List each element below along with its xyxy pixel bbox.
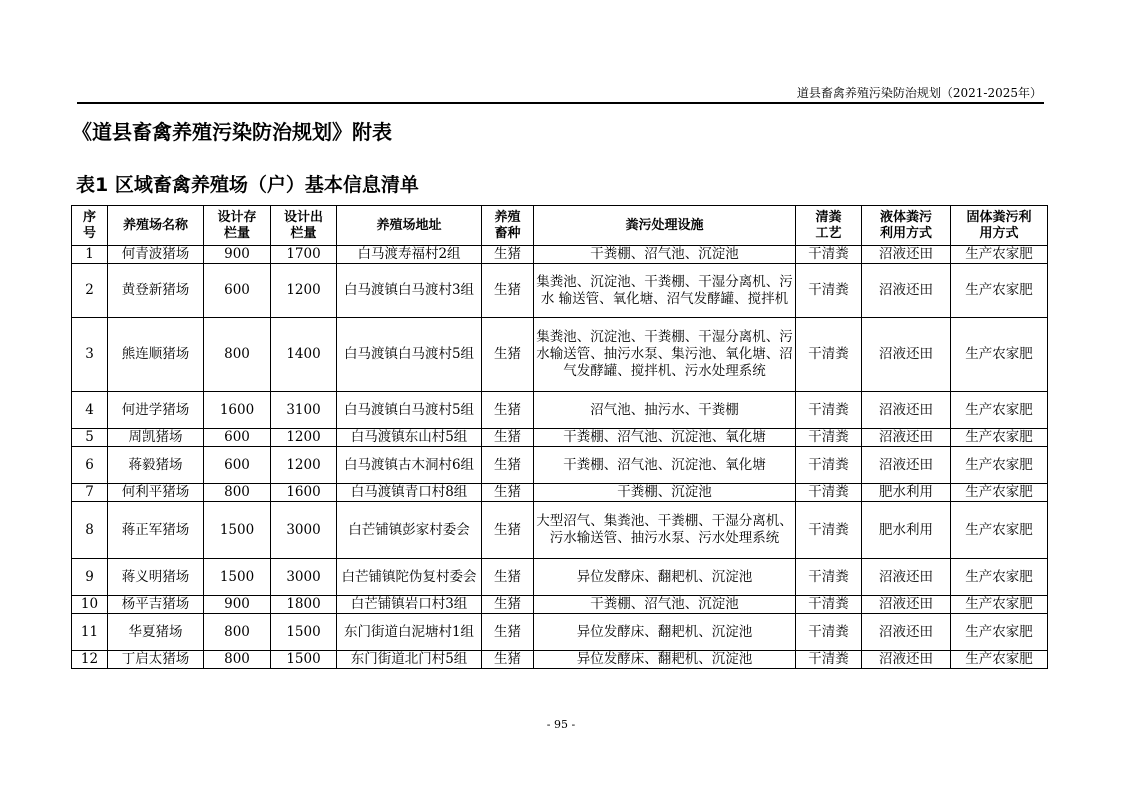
cell-facilities: 干粪棚、沉淀池	[534, 484, 796, 502]
cell-liquid: 沼液还田	[862, 596, 951, 614]
cell-stock: 1500	[204, 502, 271, 559]
farm-info-table	[71, 205, 1048, 669]
cell-stock: 800	[204, 318, 271, 392]
cell-facilities: 干粪棚、沼气池、沉淀池、氧化塘	[534, 429, 796, 447]
cell-stock: 800	[204, 651, 271, 669]
cell-cleaning: 干清粪	[796, 264, 862, 318]
cell-facilities: 异位发酵床、翻耙机、沉淀池	[534, 614, 796, 651]
table-row	[72, 614, 1048, 651]
table-row	[72, 596, 1048, 614]
cell-solid: 生产农家肥	[951, 447, 1048, 484]
cell-name: 何青波猪场	[108, 246, 204, 264]
cell-liquid: 肥水利用	[862, 484, 951, 502]
cell-stock: 1500	[204, 559, 271, 596]
cell-output: 1200	[271, 429, 337, 447]
cell-name: 何进学猪场	[108, 392, 204, 429]
cell-cleaning: 干清粪	[796, 596, 862, 614]
cell-no: 12	[72, 651, 108, 669]
cell-cleaning: 干清粪	[796, 559, 862, 596]
cell-species: 生猪	[482, 614, 534, 651]
cell-stock: 800	[204, 614, 271, 651]
cell-stock: 600	[204, 447, 271, 484]
cell-liquid: 沼液还田	[862, 614, 951, 651]
table-row	[72, 246, 1048, 264]
cell-cleaning: 干清粪	[796, 447, 862, 484]
cell-output: 1500	[271, 651, 337, 669]
cell-address: 白马渡镇青口村8组	[337, 484, 482, 502]
cell-name: 杨平吉猪场	[108, 596, 204, 614]
running-header: 道县畜禽养殖污染防治规划（2021-2025年）	[796, 86, 1042, 100]
header-row	[72, 206, 1048, 246]
table-row	[72, 264, 1048, 318]
cell-facilities: 集粪池、沉淀池、干粪棚、干湿分离机、污水 输送管、氧化塘、沼气发酵罐、搅拌机	[534, 264, 796, 318]
cell-no: 4	[72, 392, 108, 429]
cell-cleaning: 干清粪	[796, 392, 862, 429]
cell-cleaning: 干清粪	[796, 318, 862, 392]
cell-solid: 生产农家肥	[951, 502, 1048, 559]
cell-no: 7	[72, 484, 108, 502]
cell-name: 蒋正军猪场	[108, 502, 204, 559]
cell-species: 生猪	[482, 502, 534, 559]
cell-species: 生猪	[482, 392, 534, 429]
cell-name: 蒋毅猪场	[108, 447, 204, 484]
cell-address: 白马渡镇白马渡村5组	[337, 318, 482, 392]
cell-name: 黄登新猪场	[108, 264, 204, 318]
cell-cleaning: 干清粪	[796, 614, 862, 651]
cell-solid: 生产农家肥	[951, 264, 1048, 318]
cell-address: 东门街道白泥塘村1组	[337, 614, 482, 651]
table-row	[72, 429, 1048, 447]
cell-address: 白马渡镇白马渡村3组	[337, 264, 482, 318]
col-header-solid: 固体粪污利用方式	[951, 206, 1048, 246]
cell-liquid: 沼液还田	[862, 429, 951, 447]
cell-no: 6	[72, 447, 108, 484]
cell-cleaning: 干清粪	[796, 429, 862, 447]
cell-liquid: 沼液还田	[862, 559, 951, 596]
col-header-no: 序号	[72, 206, 108, 246]
cell-solid: 生产农家肥	[951, 484, 1048, 502]
cell-no: 3	[72, 318, 108, 392]
cell-name: 周凯猪场	[108, 429, 204, 447]
col-header-output: 设计出栏量	[271, 206, 337, 246]
cell-address: 白马渡镇古木洞村6组	[337, 447, 482, 484]
cell-liquid: 沼液还田	[862, 318, 951, 392]
col-header-stock: 设计存栏量	[204, 206, 271, 246]
cell-no: 11	[72, 614, 108, 651]
col-header-address: 养殖场地址	[337, 206, 482, 246]
cell-liquid: 沼液还田	[862, 264, 951, 318]
cell-output: 1500	[271, 614, 337, 651]
cell-species: 生猪	[482, 596, 534, 614]
cell-address: 白芒铺镇彭家村委会	[337, 502, 482, 559]
cell-no: 2	[72, 264, 108, 318]
cell-species: 生猪	[482, 651, 534, 669]
cell-solid: 生产农家肥	[951, 559, 1048, 596]
col-header-facilities: 粪污处理设施	[534, 206, 796, 246]
cell-solid: 生产农家肥	[951, 614, 1048, 651]
cell-facilities: 干粪棚、沼气池、沉淀池	[534, 246, 796, 264]
cell-no: 10	[72, 596, 108, 614]
cell-stock: 600	[204, 429, 271, 447]
cell-cleaning: 干清粪	[796, 651, 862, 669]
cell-solid: 生产农家肥	[951, 429, 1048, 447]
table-row	[72, 502, 1048, 559]
col-header-cleaning: 清粪工艺	[796, 206, 862, 246]
cell-cleaning: 干清粪	[796, 502, 862, 559]
cell-address: 白芒铺镇陀伪复村委会	[337, 559, 482, 596]
col-header-name: 养殖场名称	[108, 206, 204, 246]
col-header-species: 养殖畜种	[482, 206, 534, 246]
cell-output: 3000	[271, 559, 337, 596]
table-row	[72, 651, 1048, 669]
cell-liquid: 沼液还田	[862, 246, 951, 264]
table-row	[72, 559, 1048, 596]
table-row	[72, 447, 1048, 484]
cell-species: 生猪	[482, 447, 534, 484]
cell-solid: 生产农家肥	[951, 318, 1048, 392]
cell-address: 白芒铺镇岩口村3组	[337, 596, 482, 614]
table-row	[72, 318, 1048, 392]
doc-title: 《道县畜禽养殖污染防治规划》附表	[72, 120, 392, 144]
table-row	[72, 484, 1048, 502]
cell-stock: 800	[204, 484, 271, 502]
cell-facilities: 异位发酵床、翻耙机、沉淀池	[534, 559, 796, 596]
cell-facilities: 集粪池、沉淀池、干粪棚、干湿分离机、污水输送管、抽污水泵、集污池、氧化塘、沼气发酵罐、搅拌机、污水处理系统	[534, 318, 796, 392]
cell-output: 1200	[271, 264, 337, 318]
cell-species: 生猪	[482, 246, 534, 264]
cell-species: 生猪	[482, 484, 534, 502]
cell-output: 3000	[271, 502, 337, 559]
cell-facilities: 沼气池、抽污水、干粪棚	[534, 392, 796, 429]
table-row	[72, 392, 1048, 429]
cell-output: 1400	[271, 318, 337, 392]
cell-cleaning: 干清粪	[796, 246, 862, 264]
cell-name: 熊连顺猪场	[108, 318, 204, 392]
cell-no: 9	[72, 559, 108, 596]
cell-species: 生猪	[482, 318, 534, 392]
cell-output: 3100	[271, 392, 337, 429]
cell-liquid: 沼液还田	[862, 447, 951, 484]
header-rule	[77, 102, 1044, 104]
cell-species: 生猪	[482, 559, 534, 596]
cell-cleaning: 干清粪	[796, 484, 862, 502]
page-number: - 95 -	[546, 718, 576, 731]
cell-facilities: 干粪棚、沼气池、沉淀池	[534, 596, 796, 614]
cell-facilities: 异位发酵床、翻耙机、沉淀池	[534, 651, 796, 669]
cell-species: 生猪	[482, 264, 534, 318]
cell-output: 1600	[271, 484, 337, 502]
cell-name: 华夏猪场	[108, 614, 204, 651]
cell-stock: 600	[204, 264, 271, 318]
cell-solid: 生产农家肥	[951, 651, 1048, 669]
cell-name: 蒋义明猪场	[108, 559, 204, 596]
cell-address: 白马渡寿福村2组	[337, 246, 482, 264]
cell-facilities: 干粪棚、沼气池、沉淀池、氧化塘	[534, 447, 796, 484]
cell-address: 白马渡镇东山村5组	[337, 429, 482, 447]
col-header-liquid: 液体粪污利用方式	[862, 206, 951, 246]
cell-solid: 生产农家肥	[951, 596, 1048, 614]
cell-liquid: 沼液还田	[862, 651, 951, 669]
table-title: 表1 区域畜禽养殖场（户）基本信息清单	[76, 174, 419, 196]
cell-species: 生猪	[482, 429, 534, 447]
cell-stock: 900	[204, 596, 271, 614]
cell-output: 1800	[271, 596, 337, 614]
cell-no: 5	[72, 429, 108, 447]
cell-solid: 生产农家肥	[951, 246, 1048, 264]
cell-liquid: 沼液还田	[862, 392, 951, 429]
cell-solid: 生产农家肥	[951, 392, 1048, 429]
cell-no: 1	[72, 246, 108, 264]
cell-address: 白马渡镇白马渡村5组	[337, 392, 482, 429]
cell-no: 8	[72, 502, 108, 559]
cell-stock: 900	[204, 246, 271, 264]
cell-output: 1700	[271, 246, 337, 264]
cell-stock: 1600	[204, 392, 271, 429]
cell-liquid: 肥水利用	[862, 502, 951, 559]
cell-name: 丁启太猪场	[108, 651, 204, 669]
cell-facilities: 大型沼气、集粪池、干粪棚、干湿分离机、 污水输送管、抽污水泵、污水处理系统	[534, 502, 796, 559]
cell-name: 何利平猪场	[108, 484, 204, 502]
cell-output: 1200	[271, 447, 337, 484]
cell-address: 东门街道北门村5组	[337, 651, 482, 669]
